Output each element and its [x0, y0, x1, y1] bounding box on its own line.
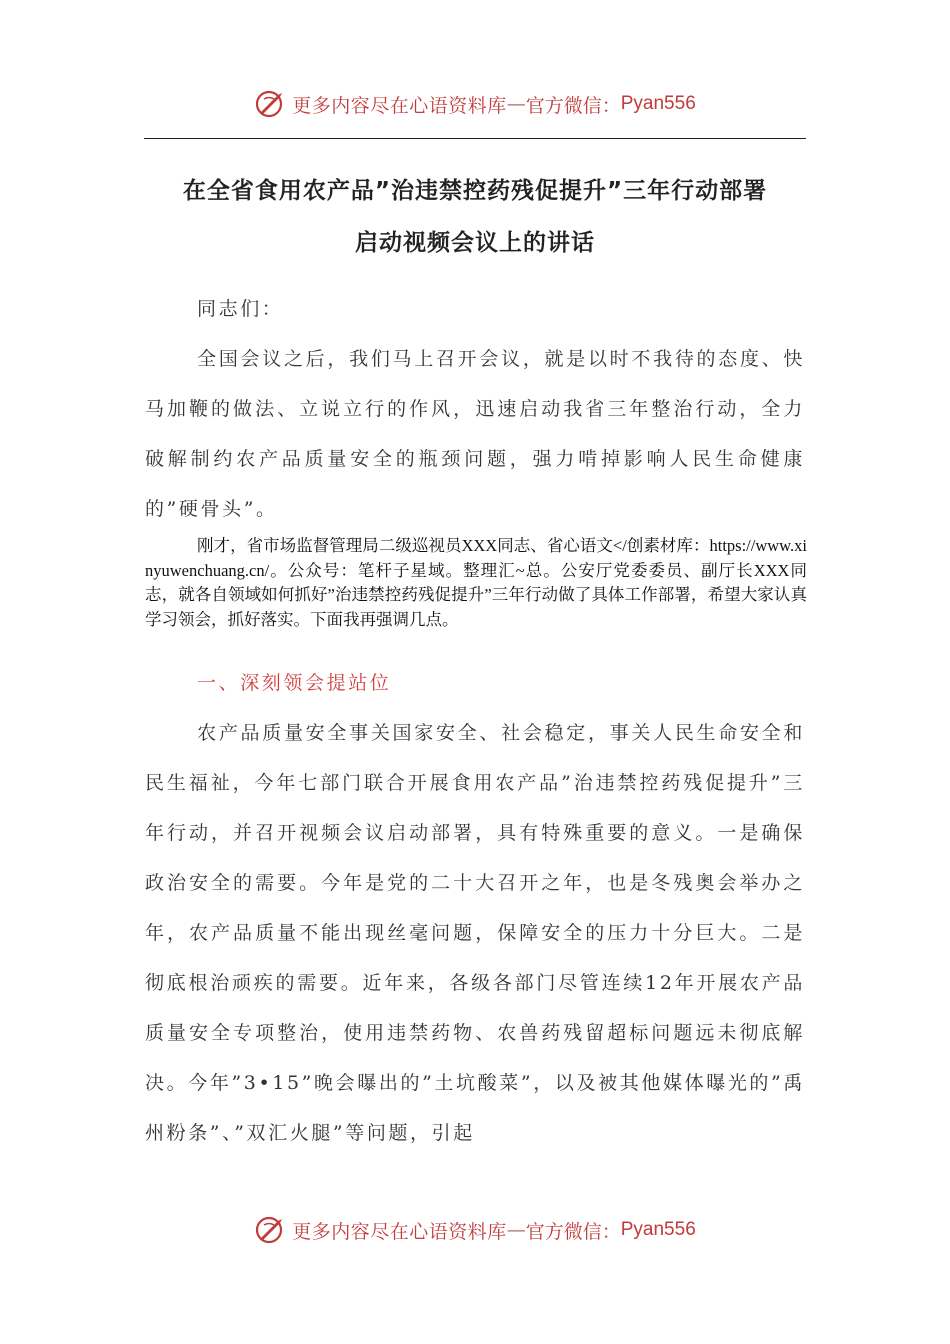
banner-text: 更多内容尽在心语资料库 [292, 94, 507, 117]
paragraph-3-text: 农产品质量安全事关国家安全、社会稳定，事关人民生命安全和民生福祉，今年七部门联合开展食用农产品”治违禁控药残促提升”三年行动，并召开视频会议启动部署，具有特殊重要的意义。一是确保政治安全的需要。今年是党的二十大召开之年，也是冬残奥会举办之年，农产品质量不能出现丝毫问题，保障安全的压力十分巨大。二是彻底根治顽疾的需要。近年来，各级各部门尽管连续12年开展农产品质量安全专项整治，使用违禁药物、农兽药残留超标问题远未彻底解决。今年”3•15”晚会曝出的”土坑酸菜”，以及被其他媒体曝光的”禹州粉条”、”双汇火腿”等问题，引起 [145, 722, 805, 1144]
header-rule [144, 138, 806, 139]
footer-banner-wechat-id: Pyan556 [620, 1219, 696, 1240]
footer-banner-text: 更多内容尽在心语资料库 [292, 1220, 507, 1243]
footer-banner [0, 1210, 950, 1250]
banner-wechat-label: 官方微信： [525, 94, 621, 117]
paragraph-2 [145, 534, 807, 632]
header-banner [0, 84, 950, 124]
paragraph-3 [145, 708, 805, 1158]
pen-logo-icon [254, 87, 288, 121]
document-title-line1: 在全省食用农产品”治违禁控药残促提升”三年行动部署 [182, 178, 768, 204]
pen-logo-icon [254, 1213, 288, 1247]
banner-separator: — [506, 93, 526, 115]
footer-banner-wechat-label: 官方微信： [525, 1220, 621, 1243]
banner-wechat-id: Pyan556 [620, 93, 696, 114]
section-heading-1: 一、深刻领会提站位 [197, 672, 392, 694]
paragraph-2-text: 刚才，省市场监督管理局二级巡视员XXX同志、省心语文</创素材库：https://www.xinyuwenchuang.cn/。公众号：笔杆子星域。整理汇~总。公安厅党委委员、副厅长XXX同志，就各自领域如何抓好”治违禁控药残促提升”三年行动做了具体工作部署，希望大家认真学习领会，抓好落实。下面我再强调几点。 [145, 536, 807, 629]
paragraph-1 [145, 334, 805, 534]
greeting-text: 同志们： [197, 298, 284, 320]
greeting [145, 284, 805, 334]
document-title-line2: 启动视频会议上的讲话 [355, 230, 595, 256]
footer-banner-separator: — [506, 1219, 526, 1241]
paragraph-1-text: 全国会议之后，我们马上召开会议，就是以时不我待的态度、快马加鞭的做法、立说立行的作风，迅速启动我省三年整治行动，全力破解制约农产品质量安全的瓶颈问题，强力啃掉影响人民生命健康的”硬骨头”。 [145, 348, 805, 520]
